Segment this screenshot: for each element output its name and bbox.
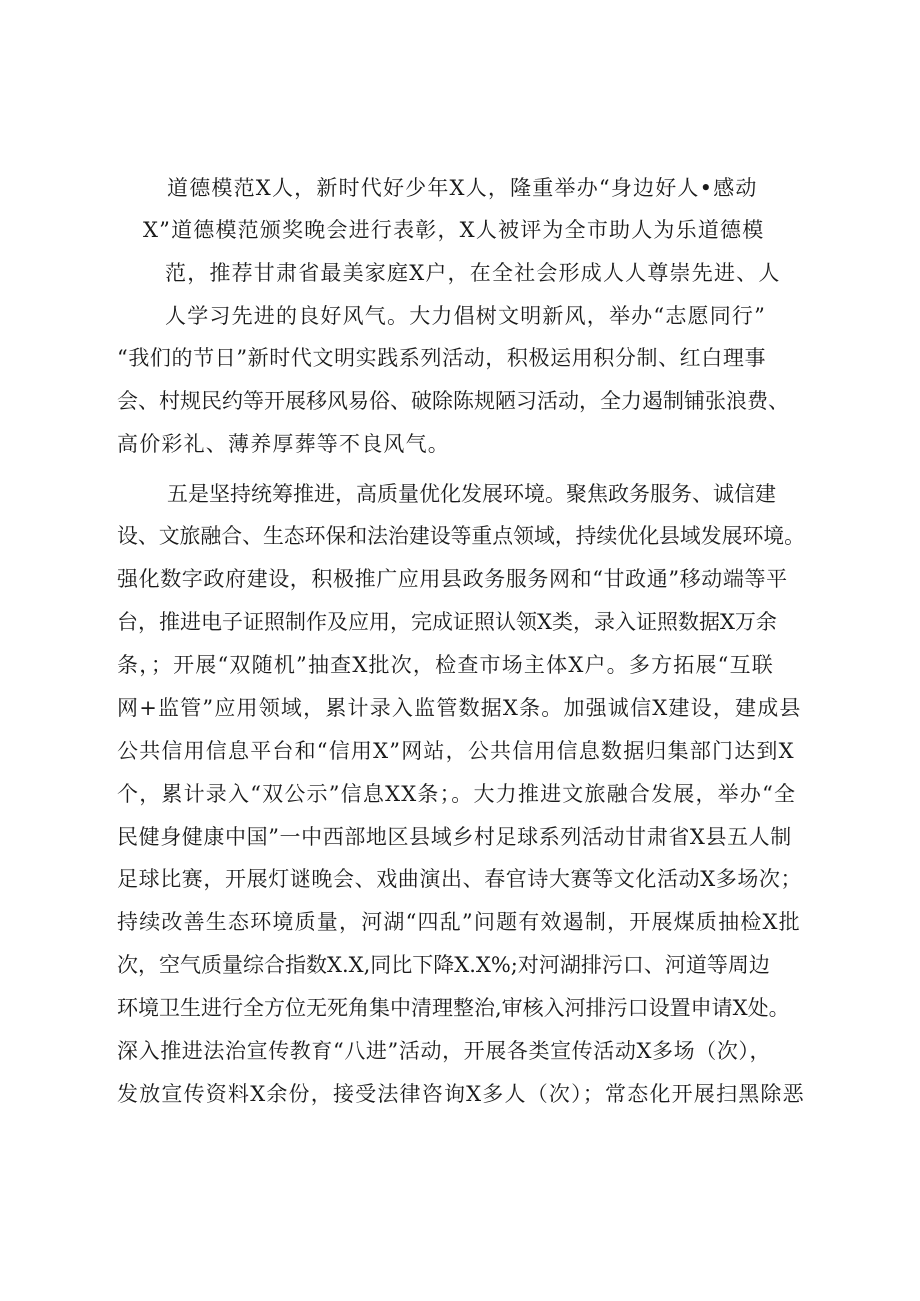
text-line-12: 条，；开展“双随机”抽查X批次，检查市场主体X户。多方拓展“互联 (117, 653, 775, 677)
text-line-3: 范，推荐甘肃省最美家庭X户，在全社会形成人人尊崇先进、人 (165, 261, 781, 285)
text-line-14: 公共信用信息平台和“信用X”网站，公共信用信息数据归集部门达到X (117, 739, 795, 763)
paragraph-5-heading-line: 五是坚持统筹推进，高质量优化发展环境。聚焦政务服务、诚信建 (167, 482, 776, 506)
text-line-7: 高价彩礼、薄养厚葬等不良风气。 (117, 432, 450, 456)
text-line-18: 持续改善生态环境质量，河湖“四乱”问题有效遏制，开展煤质抽检X批 (117, 910, 801, 934)
text-line-21: 深入推进法治宣传教育“八进”活动，开展各类宣传活动X多场（次）， (117, 1039, 772, 1063)
text-line-2: X”道德模范颁奖晚会进行表彰，X人被评为全市助人为乐道德模 (143, 218, 765, 242)
text-line-4: 人学习先进的良好风气。大力倡树文明新风，举办“志愿同行” (165, 304, 767, 328)
text-line-20: 环境卫生进行全方位无死角集中清理整治,审核入河排污口设置申请X处。 (117, 996, 790, 1020)
text-line-11: 台，推进电子证照制作及应用，完成证照认领X类，录入证照数据X万余 (117, 610, 777, 634)
text-line-5: “我们的节日”新时代文明实践系列活动，积极运用积分制、红白理事 (117, 346, 767, 370)
text-line-19: 次，空气质量综合指数X.X,同比下降X.X%;对河湖排污口、河道等周边 (117, 953, 770, 977)
text-line-16: 民健身健康中国”一中西部地区县域乡村足球系列活动甘肃省X县五人制 (117, 825, 792, 849)
text-line-22: 发放宣传资料X余份，接受法律咨询X多人（次）；常态化开展扫黑除恶 (117, 1082, 805, 1106)
text-line-10: 强化数字政府建设，积极推广应用县政务服务网和“甘政通”移动端等平 (117, 567, 788, 591)
text-line-1: 道德模范X人，新时代好少年X人，隆重举办“身边好人•感动 (167, 176, 758, 200)
text-line-6: 会、村规民约等开展移风易俗、破除陈规陋习活动，全力遏制铺张浪费、 (117, 389, 789, 413)
text-line-9: 设、文旅融合、生态环保和法治建设等重点领域，持续优化县域发展环境。 (117, 524, 806, 548)
text-line-13: 网+监管”应用领域，累计录入监管数据X条。加强诚信X建设，建成县 (117, 696, 802, 720)
text-line-17: 足球比赛，开展灯谜晚会、戏曲演出、春官诗大赛等文化活动X多场次； (117, 867, 803, 891)
text-line-15: 个，累计录入“双公示”信息XX条；。大力推进文旅融合发展，举办“全 (117, 782, 797, 806)
